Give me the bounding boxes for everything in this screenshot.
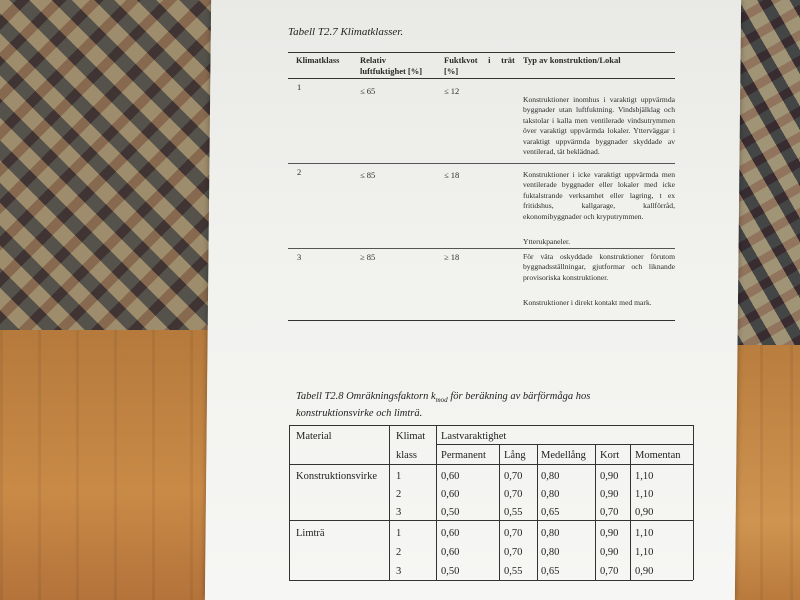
- lastvaraktighet-rule: [436, 444, 693, 445]
- row1-rf: ≤ 65: [360, 86, 376, 96]
- row2-fuktkvot: ≤ 18: [444, 170, 460, 180]
- row-divider: [288, 163, 675, 164]
- table-cell: 0,80: [541, 489, 560, 500]
- row2-klass: 2: [297, 167, 302, 177]
- table-cell: 1: [396, 471, 402, 482]
- row1-fuktkvot: ≤ 12: [444, 86, 460, 96]
- group-divider: [289, 520, 693, 521]
- header-lang: Lång: [504, 450, 526, 461]
- table-cell: 0,80: [541, 471, 560, 482]
- table-cell: 0,90: [600, 471, 619, 482]
- header-momentan: Momentan: [635, 450, 681, 461]
- table2-title-pre: Tabell T2.8 Omräkningsfaktorn k: [296, 391, 436, 402]
- table-cell: 0,55: [504, 566, 523, 577]
- table-cell: 0,80: [541, 528, 560, 539]
- table1-header-rule: [288, 78, 675, 79]
- row3-fuktkvot: ≥ 18: [444, 252, 460, 262]
- table2-title-sub: mod: [435, 396, 448, 405]
- row1-description: Konstruktioner inomhus i varaktigt uppvärmda byggnader utan luftfuktning. Vindsbjälklag och takstolar i kalla men ventilerade vindsutrymmen över varaktigt uppvärmda lokaler. Ytterväggar i varaktigt uppvärmda byggnader skyddade av ventilerad, tät beklädnad.: [523, 95, 675, 157]
- table-cell: 0,60: [441, 547, 460, 558]
- table-cell: 0,90: [635, 566, 654, 577]
- row3-rf: ≥ 85: [360, 252, 376, 262]
- header-lastvaraktighet: Lastvaraktighet: [441, 431, 507, 442]
- header-fuktkvot-1: Fuktkvot i trät: [444, 55, 515, 65]
- table-cell: 0,65: [541, 566, 560, 577]
- table-cell: 0,90: [635, 507, 654, 518]
- table-cell: 0,60: [441, 528, 460, 539]
- col-divider: [389, 425, 390, 580]
- row2-description-extra: Ytterukpaneler.: [523, 237, 571, 246]
- row3-klass: 3: [297, 252, 302, 262]
- material-limtra: Limträ: [296, 528, 325, 539]
- table-cell: 0,60: [441, 489, 460, 500]
- table2-title-post: för beräkning av bärförmåga hos: [447, 391, 591, 402]
- table-cell: 0,70: [600, 566, 619, 577]
- table-cell: 3: [396, 507, 402, 518]
- header-klass: klass: [396, 450, 417, 461]
- table-cell: 0,70: [504, 489, 523, 500]
- header-material: Material: [296, 431, 332, 442]
- row3-description: För väta oskyddade konstruktioner förutom byggnadsställningar, gjutformar och liknande provisoriska konstruktioner.: [523, 252, 675, 282]
- table-cell: 0,60: [441, 471, 460, 482]
- table-cell: 0,50: [441, 566, 460, 577]
- wood-floor: [0, 330, 215, 600]
- header-kort: Kort: [600, 450, 620, 461]
- table2-left-border: [289, 425, 290, 580]
- table-cell: 1: [396, 528, 402, 539]
- row-divider: [288, 248, 675, 249]
- row2-rf: ≤ 85: [360, 170, 376, 180]
- table1-title: Tabell T2.7 Klimatklasser.: [288, 26, 404, 38]
- header-rf-2: luftfuktighet [%]: [360, 66, 423, 76]
- table1-bottom-rule: [288, 320, 675, 321]
- header-klimatklass: Klimatklass: [296, 55, 340, 65]
- table-cell: 0,55: [504, 507, 523, 518]
- table-cell: 3: [396, 566, 402, 577]
- header-permanent: Permanent: [441, 450, 486, 461]
- header-medellang: Medellång: [541, 450, 586, 461]
- table-cell: 1,10: [635, 528, 654, 539]
- row1-klass: 1: [297, 82, 302, 92]
- header-bottom-rule: [289, 464, 693, 465]
- material-konstruktionsvirke: Konstruktionsvirke: [296, 471, 378, 482]
- header-fuktkvot-2: [%]: [444, 66, 459, 76]
- table2-title: [296, 390, 696, 420]
- table-cell: 0,70: [600, 507, 619, 518]
- table-cell: 0,65: [541, 507, 560, 518]
- table-cell: 0,50: [441, 507, 460, 518]
- table-cell: 1,10: [635, 547, 654, 558]
- table-cell: 0,70: [504, 471, 523, 482]
- table-cell: 0,80: [541, 547, 560, 558]
- table2-bottom-border: [289, 580, 693, 581]
- table-cell: 0,90: [600, 528, 619, 539]
- row2-description: Konstruktioner i icke varaktigt uppvärmda men ventilerade byggnader eller lokaler med icke fuktalstrande verksamhet eller lagring, t ex fritidshus, kallgarage, kallförråd, ekonomibyggnader och kryputrymmen.: [523, 170, 675, 221]
- table-cell: 0,70: [504, 547, 523, 558]
- table-cell: 1,10: [635, 471, 654, 482]
- table-cell: 2: [396, 547, 402, 558]
- table-cell: 0,90: [600, 489, 619, 500]
- table-cell: 0,70: [504, 528, 523, 539]
- col-divider: [436, 425, 437, 580]
- row3-description-extra: Konstruktioner i direkt kontakt med mark.: [523, 298, 652, 307]
- table-cell: 2: [396, 489, 402, 500]
- rug-background: [0, 0, 215, 330]
- header-klimat: Klimat: [396, 431, 426, 442]
- table1-top-rule: [288, 52, 675, 53]
- header-rf-1: Relativ: [360, 55, 386, 65]
- table2-top-border: [289, 425, 693, 426]
- wood-floor-right: [730, 345, 800, 600]
- header-typ: Typ av konstruktion/Lokal: [523, 55, 621, 65]
- table-cell: 0,90: [600, 547, 619, 558]
- table2-right-border: [693, 425, 694, 580]
- table2-title-line2: konstruktionsvirke och limträ.: [296, 408, 423, 420]
- table-cell: 1,10: [635, 489, 654, 500]
